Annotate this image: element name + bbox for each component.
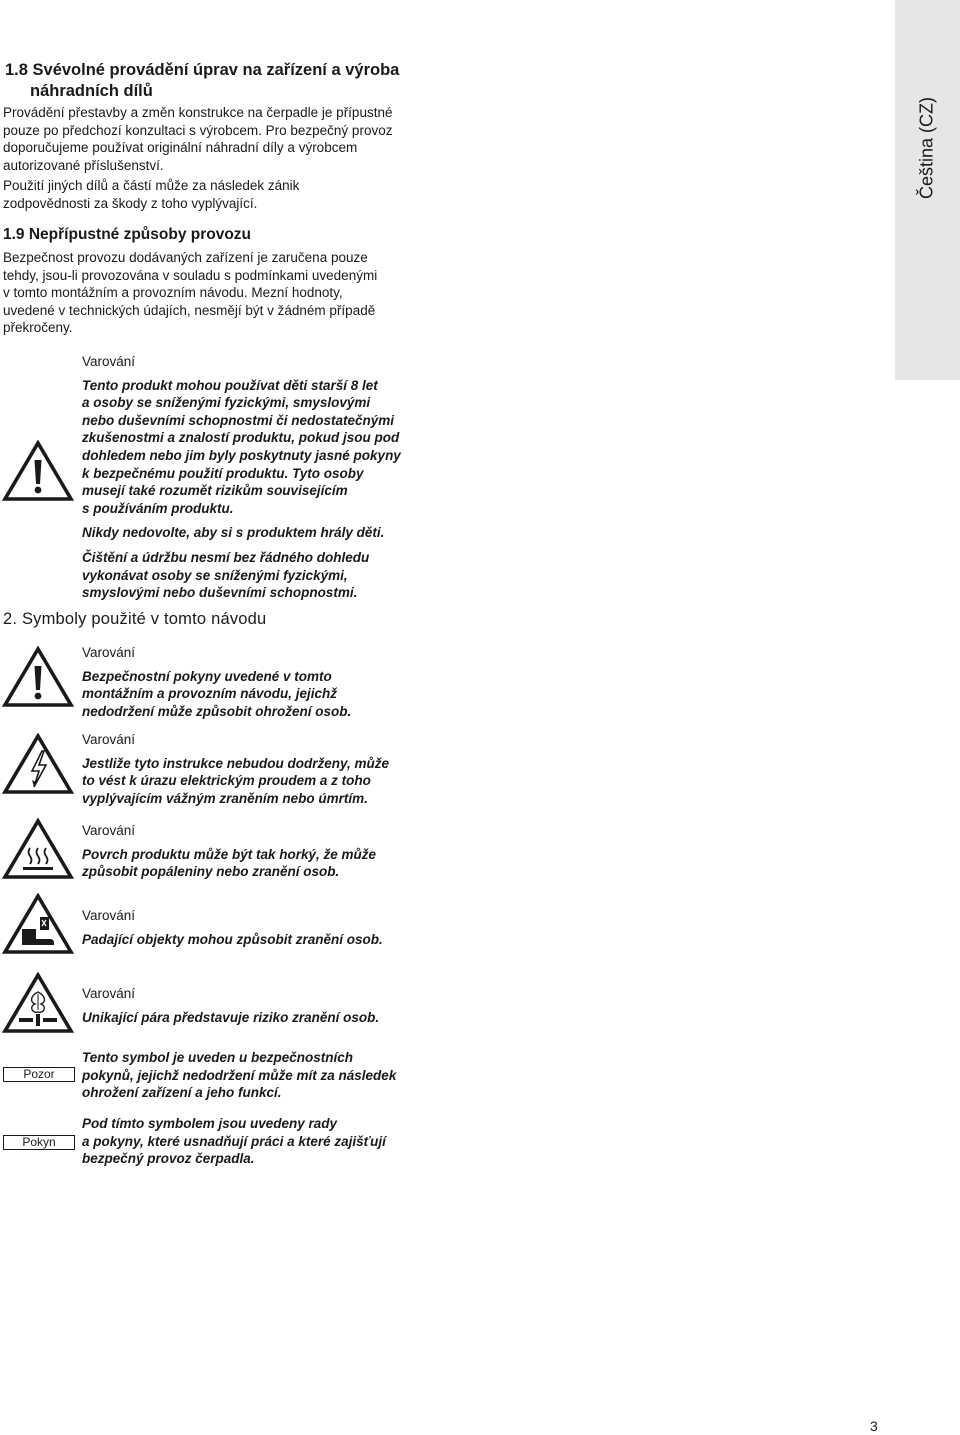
section-1-8-paragraph-1: Provádění přestavby a změn konstrukce na čerpadle je přípustné pouze po předchozí konzultaci s výrobcem. Pro bezpečný provoz doporučujeme používat originální náhradní díly a výrobcem autorizované příslušenství. bbox=[3, 105, 393, 173]
pokyn-label: Pokyn bbox=[3, 1135, 75, 1150]
section-1-9-heading: 1.9 Nepřípustné způsoby provozu bbox=[3, 226, 252, 243]
language-tab bbox=[895, 0, 960, 380]
pokyn-description: Pod tímto symbolem jsou uvedeny rady a pokyny, které usnadňují práci a které zajišťují bezpečný provoz čerpadla. bbox=[82, 1116, 386, 1167]
symbol-escaping-steam: Varování Unikající pára představuje riziko zranění osob. bbox=[82, 986, 380, 1025]
section-2-heading: 2. Symboly použité v tomto návodu bbox=[3, 610, 267, 628]
general-warning-icon bbox=[2, 440, 74, 502]
falling-objects-icon bbox=[2, 893, 74, 955]
pozor-label: Pozor bbox=[3, 1067, 75, 1082]
children-warning-note: Nikdy nedovolte, aby si s produktem hrály děti. bbox=[82, 525, 385, 541]
children-warning bbox=[82, 353, 427, 602]
general-warning-icon bbox=[2, 646, 74, 708]
escaping-steam-icon bbox=[2, 972, 74, 1034]
children-warning-body: Tento produkt mohou používat děti starší 8 let a osoby se sníženými fyzickými, smyslovými nebo duševními schopnostmi či nedostatečnými zkušenostmi a znalostí produktu, pokud jsou pod dohledem nebo jim byly poskytnuty jasné pokyny k bezpečnému použití produktu. Tyto osoby musejí také rozumět rizikům souvisejícím s používáním produktu. bbox=[82, 377, 401, 516]
pozor-description: Tento symbol je uveden u bezpečnostních pokynů, jejichž nedodržení může mít za následek ohrožení zařízení a jeho funkcí. bbox=[82, 1050, 397, 1101]
section-1-8-paragraph-2: Použití jiných dílů a částí může za následek zánik zodpovědnosti za škody z toho vyplývající. bbox=[3, 178, 300, 211]
children-warning-cleaning: Čištění a údržbu nesmí bez řádného dohledu vykonávat osoby se sníženými fyzickými, smyslovými nebo duševními schopnostmi. bbox=[82, 549, 370, 601]
symbol-falling-objects: Varování Padající objekty mohou způsobit zranění osob. bbox=[82, 908, 383, 947]
hot-surface-icon bbox=[2, 818, 74, 880]
page-number: 3 bbox=[870, 1418, 878, 1434]
section-1-9-paragraph: Bezpečnost provozu dodávaných zařízení je zaručena pouze tehdy, jsou-li provozována v souladu s podmínkami uvedenými v tomto montážním a provozním návodu. Mezní hodnoty, uvedené v technických údajích, nesmějí být v žádném případě překročeny. bbox=[3, 250, 378, 336]
electric-shock-icon bbox=[2, 733, 74, 795]
symbol-general-warning: Varování Bezpečnostní pokyny uvedené v tomto montážním a provozním návodu, jejichž nedodržení může způsobit ohrožení osob. bbox=[82, 645, 352, 719]
symbol-electric-shock: Varování Jestliže tyto instrukce nebudou dodrženy, může to vést k úrazu elektrickým proudem a z toho vyplývajícím vážným zraněním nebo úmrtím. bbox=[82, 732, 390, 806]
language-tab-label: Čeština (CZ) bbox=[916, 96, 937, 200]
section-1-8-heading: 1.8 Svévolné provádění úprav na zařízení a výroba náhradních dílů bbox=[5, 61, 400, 100]
symbol-hot-surface: Varování Povrch produktu může být tak horký, že může způsobit popáleniny nebo zranění osob. bbox=[82, 823, 377, 880]
children-warning-title: Varování bbox=[82, 354, 136, 369]
